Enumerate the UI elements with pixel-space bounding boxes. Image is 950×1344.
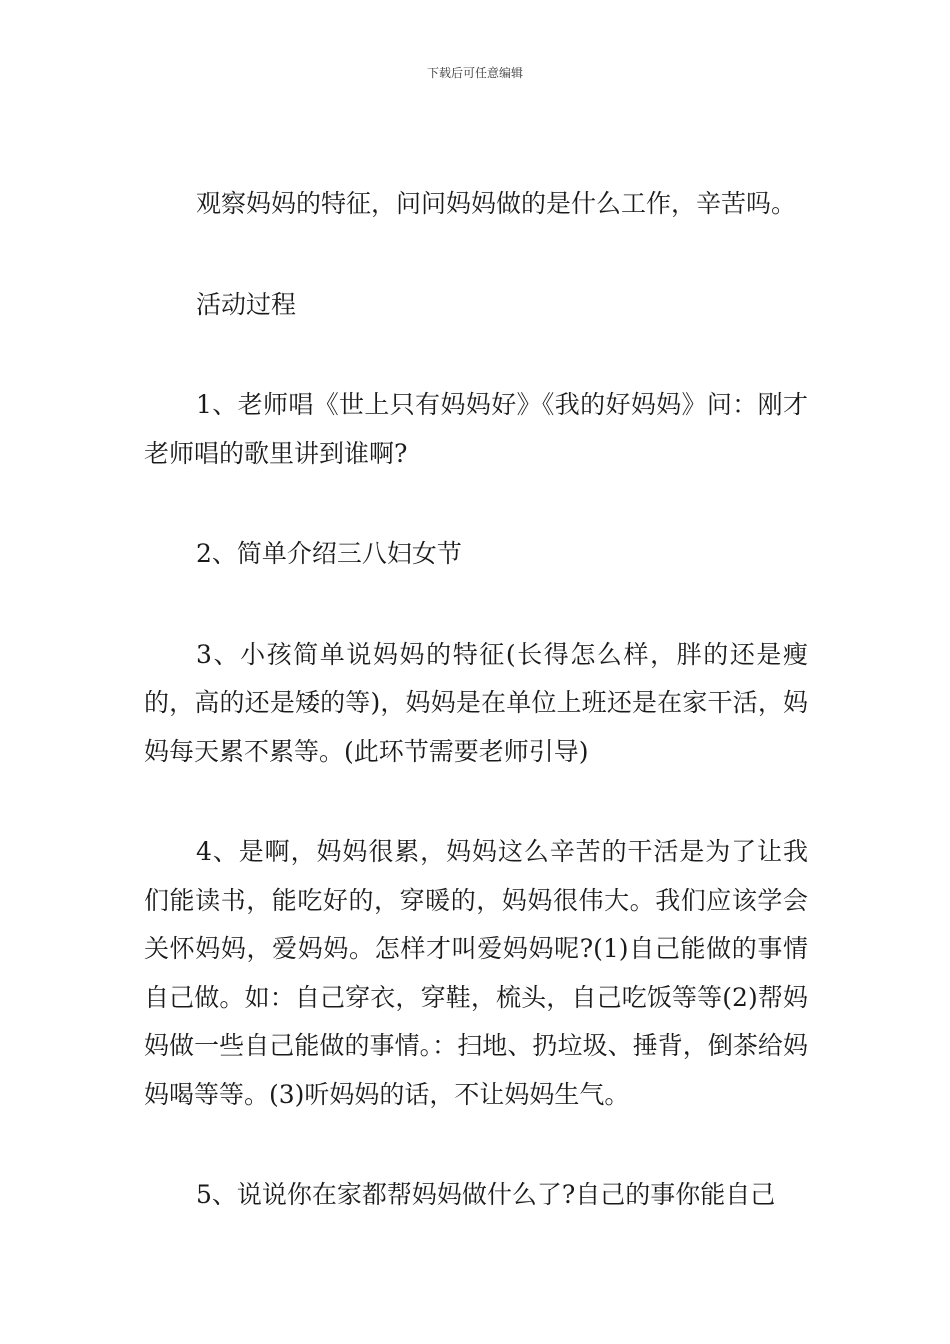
paragraph-gap — [144, 478, 808, 530]
page-header: 下载后可任意编辑 — [426, 66, 523, 80]
paragraph-step-4: 4、是啊，妈妈很累，妈妈这么辛苦的干活是为了让我们能读书，能吃好的，穿暖的，妈妈很伟大。我们应该学会关怀妈妈，爱妈妈。怎样才叫爱妈妈呢?(1)自己能做的事情自己做。如：自己穿衣，穿鞋，梳头，自己吃饭等等(2)帮妈妈做一些自己能做的事情。：扫地、扔垃圾、捶背，倒茶给妈妈喝等等。(3)听妈妈的话，不让妈妈生气。 — [144, 837, 808, 1109]
section-heading-activity-process: 活动过程 — [196, 289, 297, 319]
paragraph-step-5: 5、说说你在家都帮妈妈做什么了?自己的事你能自己 — [196, 1180, 776, 1209]
paragraph-gap — [144, 776, 808, 828]
paragraph-gap — [144, 329, 808, 381]
paragraph-step-3: 3、小孩简单说妈妈的特征(长得怎么样，胖的还是瘦的，高的还是矮的等)，妈妈是在单位上班还是在家干活，妈妈每天累不累等。(此环节需要老师引导) — [144, 639, 808, 766]
document-body — [144, 180, 808, 1220]
paragraph-gap — [144, 229, 808, 281]
paragraph-gap — [144, 579, 808, 631]
paragraph-step-1: 1、老师唱《世上只有妈妈好》《我的好妈妈》问：刚才老师唱的歌里讲到谁啊? — [144, 390, 808, 468]
paragraph-gap — [144, 1119, 808, 1171]
paragraph-observe: 观察妈妈的特征，问问妈妈做的是什么工作，辛苦吗。 — [196, 189, 797, 218]
paragraph-step-2: 2、简单介绍三八妇女节 — [196, 539, 462, 568]
